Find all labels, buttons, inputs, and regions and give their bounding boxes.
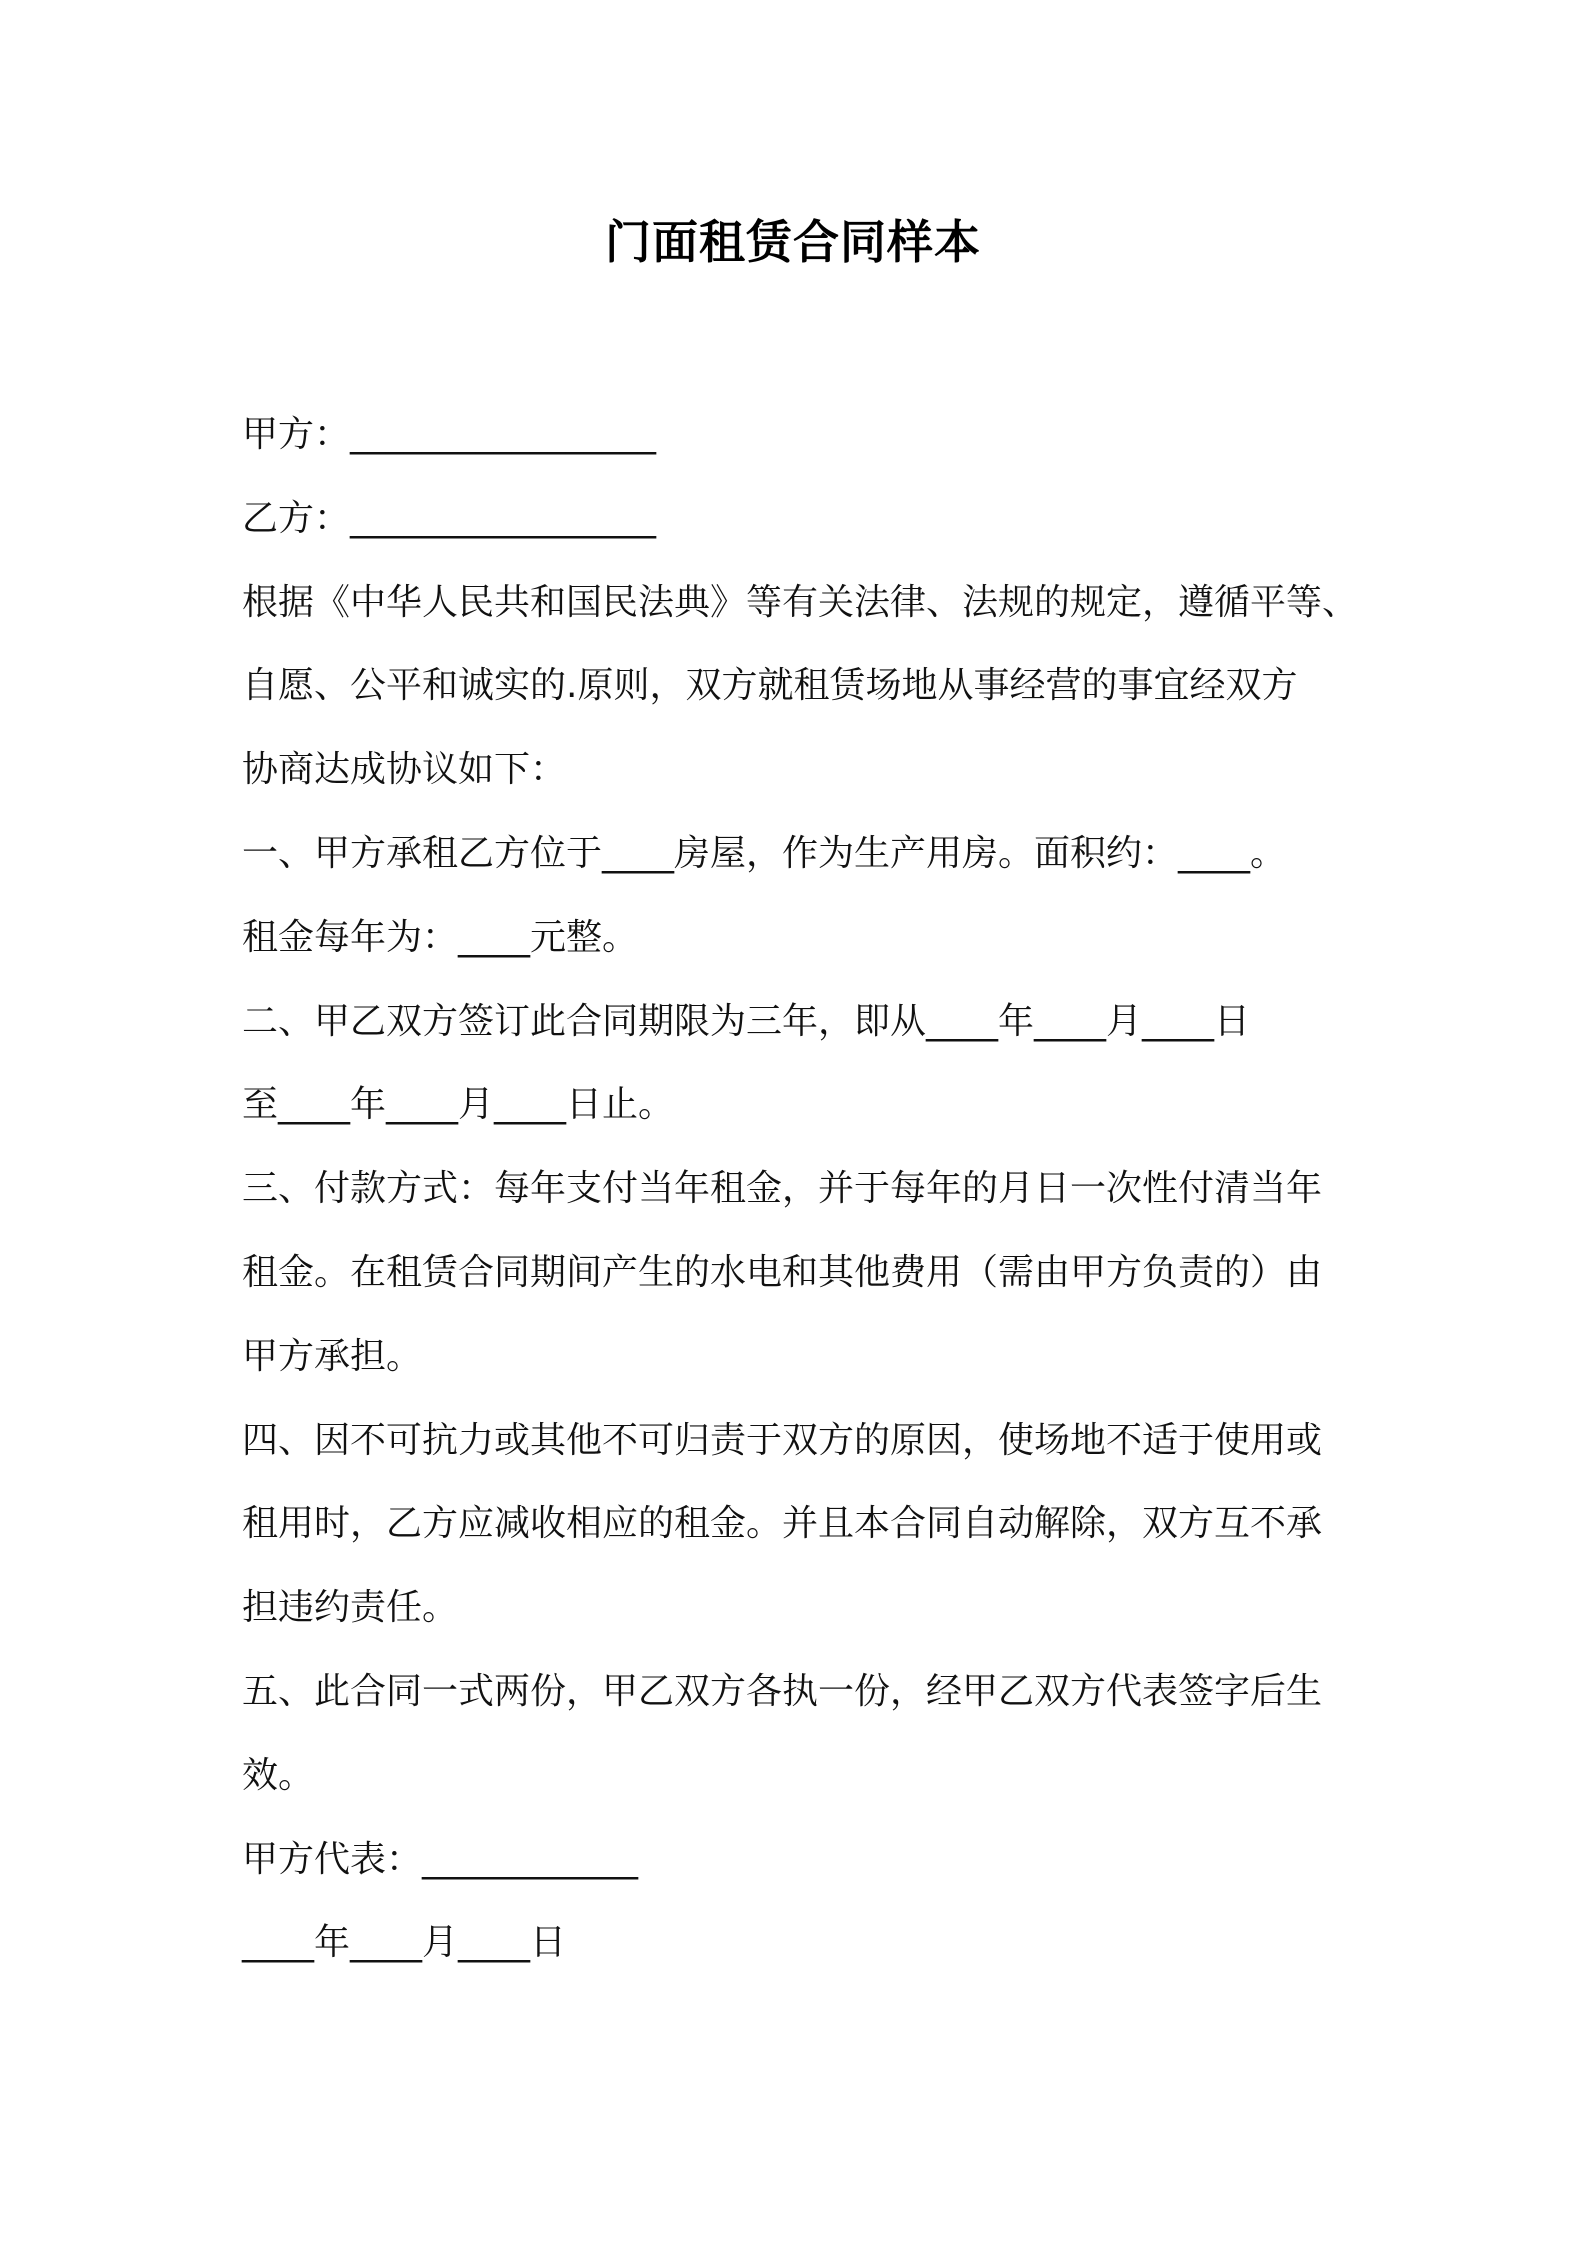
preamble-line-1: 根据《中华人民共和国民法典》等有关法律、法规的规定，遵循平等、 xyxy=(242,582,1359,623)
clause-3-line-1: 三、付款方式：每年支付当年租金，并于每年的月日一次性付清当年 xyxy=(242,1168,1323,1209)
clause-4-line-3: 担违约责任。 xyxy=(242,1587,459,1628)
clause-1-line-1: 一、甲方承租乙方位于____房屋，作为生产用房。面积约：____。 xyxy=(242,833,1287,874)
clause-5-line-1: 五、此合同一式两份，甲乙双方各执一份，经甲乙双方代表签字后生 xyxy=(242,1671,1323,1712)
party-a-representative-line: 甲方代表：____________ xyxy=(242,1839,639,1880)
document-title: 门面租赁合同样本 xyxy=(605,215,981,269)
signature-date-line: ____年____月____日 xyxy=(242,1922,567,1963)
clause-3-line-2: 租金。在租赁合同期间产生的水电和其他费用（需由甲方负责的）由 xyxy=(242,1252,1323,1293)
clause-4-line-1: 四、因不可抗力或其他不可归责于双方的原因，使场地不适于使用或 xyxy=(242,1420,1323,1461)
clause-1-line-2: 租金每年为：____元整。 xyxy=(242,917,639,958)
party-b-line: 乙方：_________________ xyxy=(242,498,657,539)
party-a-line: 甲方：_________________ xyxy=(242,414,657,455)
clause-4-line-2: 租用时，乙方应减收相应的租金。并且本合同自动解除，双方互不承 xyxy=(242,1503,1323,1544)
preamble-line-3: 协商达成协议如下： xyxy=(242,749,567,790)
preamble-line-2: 自愿、公平和诚实的.原则，双方就租赁场地从事经营的事宜经双方 xyxy=(242,665,1298,706)
clause-3-line-3: 甲方承担。 xyxy=(242,1336,423,1377)
clause-5-line-2: 效。 xyxy=(242,1755,315,1796)
clause-2-line-1: 二、甲乙双方签订此合同期限为三年，即从____年____月____日 xyxy=(242,1001,1251,1042)
clause-2-line-2: 至____年____月____日止。 xyxy=(242,1084,675,1125)
